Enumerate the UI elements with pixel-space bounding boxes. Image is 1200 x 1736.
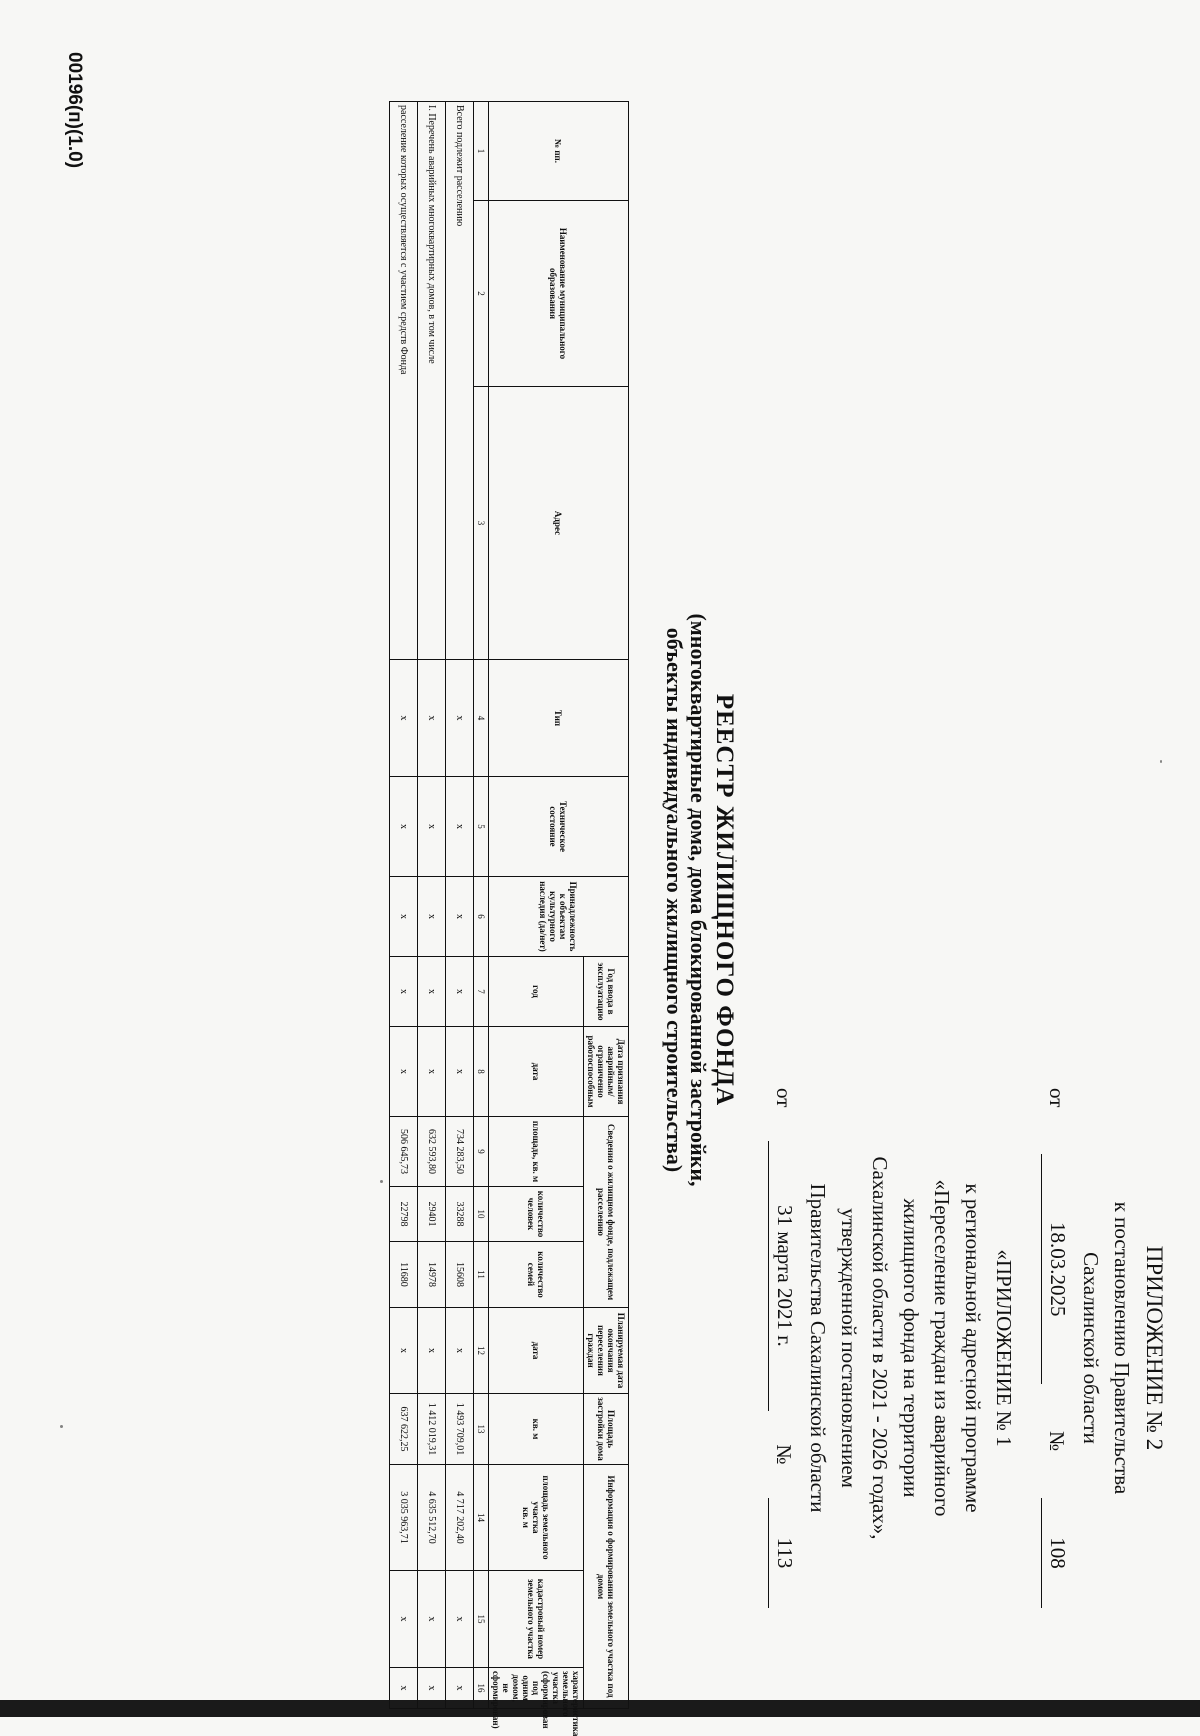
cell-date: х [446,1027,474,1117]
stamp-decree-date: 18.03.2025 [1041,1154,1073,1384]
header-heritage: Принадлежность к объектам культурного наследия (да/нет) [489,877,629,957]
approval-stamp [768,1088,1170,1608]
column-number: 14 [474,1465,489,1571]
title-subtitle-2: объекты индивидуального жилищного строительства) [662,627,687,1173]
stamp-no-label: № [1045,1431,1069,1452]
stamp-no-label-2: № [772,1444,796,1465]
subheader-land-char: характеристика земельного участка (сформирован под одним домом, не сформирован) [489,1668,584,1709]
cell-families: 11680 [390,1242,418,1308]
cell-heritage: х [418,877,446,957]
cell-plan-date: х [418,1308,446,1394]
cell-cadastral: х [446,1571,474,1668]
row-label: расселение которых осуществляется с участием средств Фонда [390,102,418,660]
cell-land-area: 4 717 202,40 [446,1465,474,1571]
header-land-info: Информация о формировании земельного участка под домом [584,1465,629,1709]
column-number: 16 [474,1668,489,1709]
column-number: 12 [474,1308,489,1394]
cell-land-char: х [418,1668,446,1709]
header-year: Год ввода в эксплуатацию [584,957,629,1027]
subheader-year: год [489,957,584,1027]
column-number: 9 [474,1117,489,1187]
stamp-approval-number: 113 [768,1498,800,1608]
cell-year: х [446,957,474,1027]
cell-land-char: х [446,1668,474,1709]
housing-registry-table [389,101,629,1736]
stamp-appendix-2: ПРИЛОЖЕНИЕ № 2 [1142,1245,1167,1451]
cell-cadastral: х [418,1571,446,1668]
column-number: 11 [474,1242,489,1308]
table-header-row-1 [584,102,629,1709]
column-number: 10 [474,1187,489,1242]
row-label: I. Перечень аварийных многоквартирных домов, в том числе [418,102,446,660]
stamp-decree-line: к постановлению Правительства [1110,1201,1134,1495]
cell-heritage: х [390,877,418,957]
stamp-program-name-3: Сахалинской области в 2021 - 2026 годах», [868,1156,892,1540]
cell-people: 22798 [390,1187,418,1242]
column-number: 4 [474,660,489,777]
header-planned-date: Планируемая дата окончания переселения граждан [584,1308,629,1394]
cell-land-area: 4 635 512,70 [418,1465,446,1571]
column-number: 13 [474,1394,489,1465]
title-subtitle-1: (многоквартирные дома, дома блокированной застройки, [686,613,711,1187]
cell-date: х [390,1027,418,1117]
column-number: 8 [474,1027,489,1117]
stamp-approval-number-line [768,1088,800,1608]
subheader-plan-date: дата [489,1308,584,1394]
stamp-ot-label-2: от [772,1088,796,1108]
column-number: 1 [474,102,489,201]
stamp-program-line: к региональной адресной программе [961,1183,985,1513]
cell-year: х [418,957,446,1027]
subheader-area: площадь, кв. м [489,1117,584,1187]
cell-families: 14978 [418,1242,446,1308]
stamp-ot-label: от [1045,1088,1069,1108]
header-type: Тип [489,660,629,777]
stamp-decree-number: 108 [1041,1498,1073,1608]
stamp-government-line: Правительства Сахалинской области [806,1183,830,1513]
cell-tech: х [390,777,418,877]
column-number: 7 [474,957,489,1027]
header-built-area: Площадь застройки дома [584,1394,629,1465]
table-row [390,102,418,1709]
cell-plan-date: х [390,1308,418,1394]
cell-heritage: х [446,877,474,957]
document-title [662,250,736,1550]
subheader-land-area-unit: кв. м [521,1507,531,1528]
stamp-program-name-2: жилищного фонда на территории [899,1198,923,1498]
cell-built-area: 1 412 019,31 [418,1394,446,1465]
cell-built-area: 1 493 709,01 [446,1394,474,1465]
cell-area: 734 283,50 [446,1117,474,1187]
stamp-approved-line: утвержденной постановлением [837,1208,861,1488]
cell-tech: х [418,777,446,877]
cell-land-char: х [390,1668,418,1709]
column-number-row [474,102,489,1709]
header-housing-info: Сведения о жилищном фонде, подлежащем расселению [584,1117,629,1308]
stamp-region-line: Сахалинской области [1079,1252,1103,1444]
stamp-program-name-1: «Переселение граждан из аварийного [930,1179,954,1517]
column-number: 5 [474,777,489,877]
document-id: 00196(п)(1.0) [64,52,85,169]
cell-plan-date: х [446,1308,474,1394]
cell-built-area: 637 622,25 [390,1394,418,1465]
header-municipality: Наименование муниципального образования [489,201,629,387]
subheader-date: дата [489,1027,584,1117]
title-main: РЕЕСТР ЖИЛИЩНОГО ФОНДА [711,693,738,1107]
cell-type: х [446,660,474,777]
column-number: 2 [474,201,489,387]
table-row [418,102,446,1709]
subheader-cadastral: кадастровый номер земельного участка [489,1571,584,1668]
cell-year: х [390,957,418,1027]
column-number: 6 [474,877,489,957]
cell-families: 15608 [446,1242,474,1308]
header-num: № пп. [489,102,629,201]
header-emergency-date: Дата признания аварийным/ограниченно работоспособным [584,1027,629,1117]
column-number: 15 [474,1571,489,1668]
cell-type: х [390,660,418,777]
subheader-land-area-label: площадь земельного участка [531,1475,551,1560]
stamp-appendix-1: «ПРИЛОЖЕНИЕ № 1 [992,1249,1016,1447]
header-tech-state: Техническое состояние [489,777,629,877]
cell-date: х [418,1027,446,1117]
cell-people: 29401 [418,1187,446,1242]
cell-people: 33288 [446,1187,474,1242]
cell-type: х [418,660,446,777]
column-number: 3 [474,387,489,660]
subheader-built-unit: кв. м [489,1394,584,1465]
cell-cadastral: х [390,1571,418,1668]
stamp-approval-date: 31 марта 2021 г. [768,1141,800,1411]
stamp-decree-number-line [1041,1088,1073,1608]
row-label: Всего подлежит расселению [446,102,474,660]
subheader-families: количество семей [489,1242,584,1308]
table-row [446,102,474,1709]
cell-tech: х [446,777,474,877]
cell-area: 506 645,73 [390,1117,418,1187]
cell-land-area: 3 035 963,71 [390,1465,418,1571]
subheader-land-area [489,1465,584,1571]
header-address: Адрес [489,387,629,660]
cell-area: 632 593,80 [418,1117,446,1187]
subheader-people: количество человек [489,1187,584,1242]
